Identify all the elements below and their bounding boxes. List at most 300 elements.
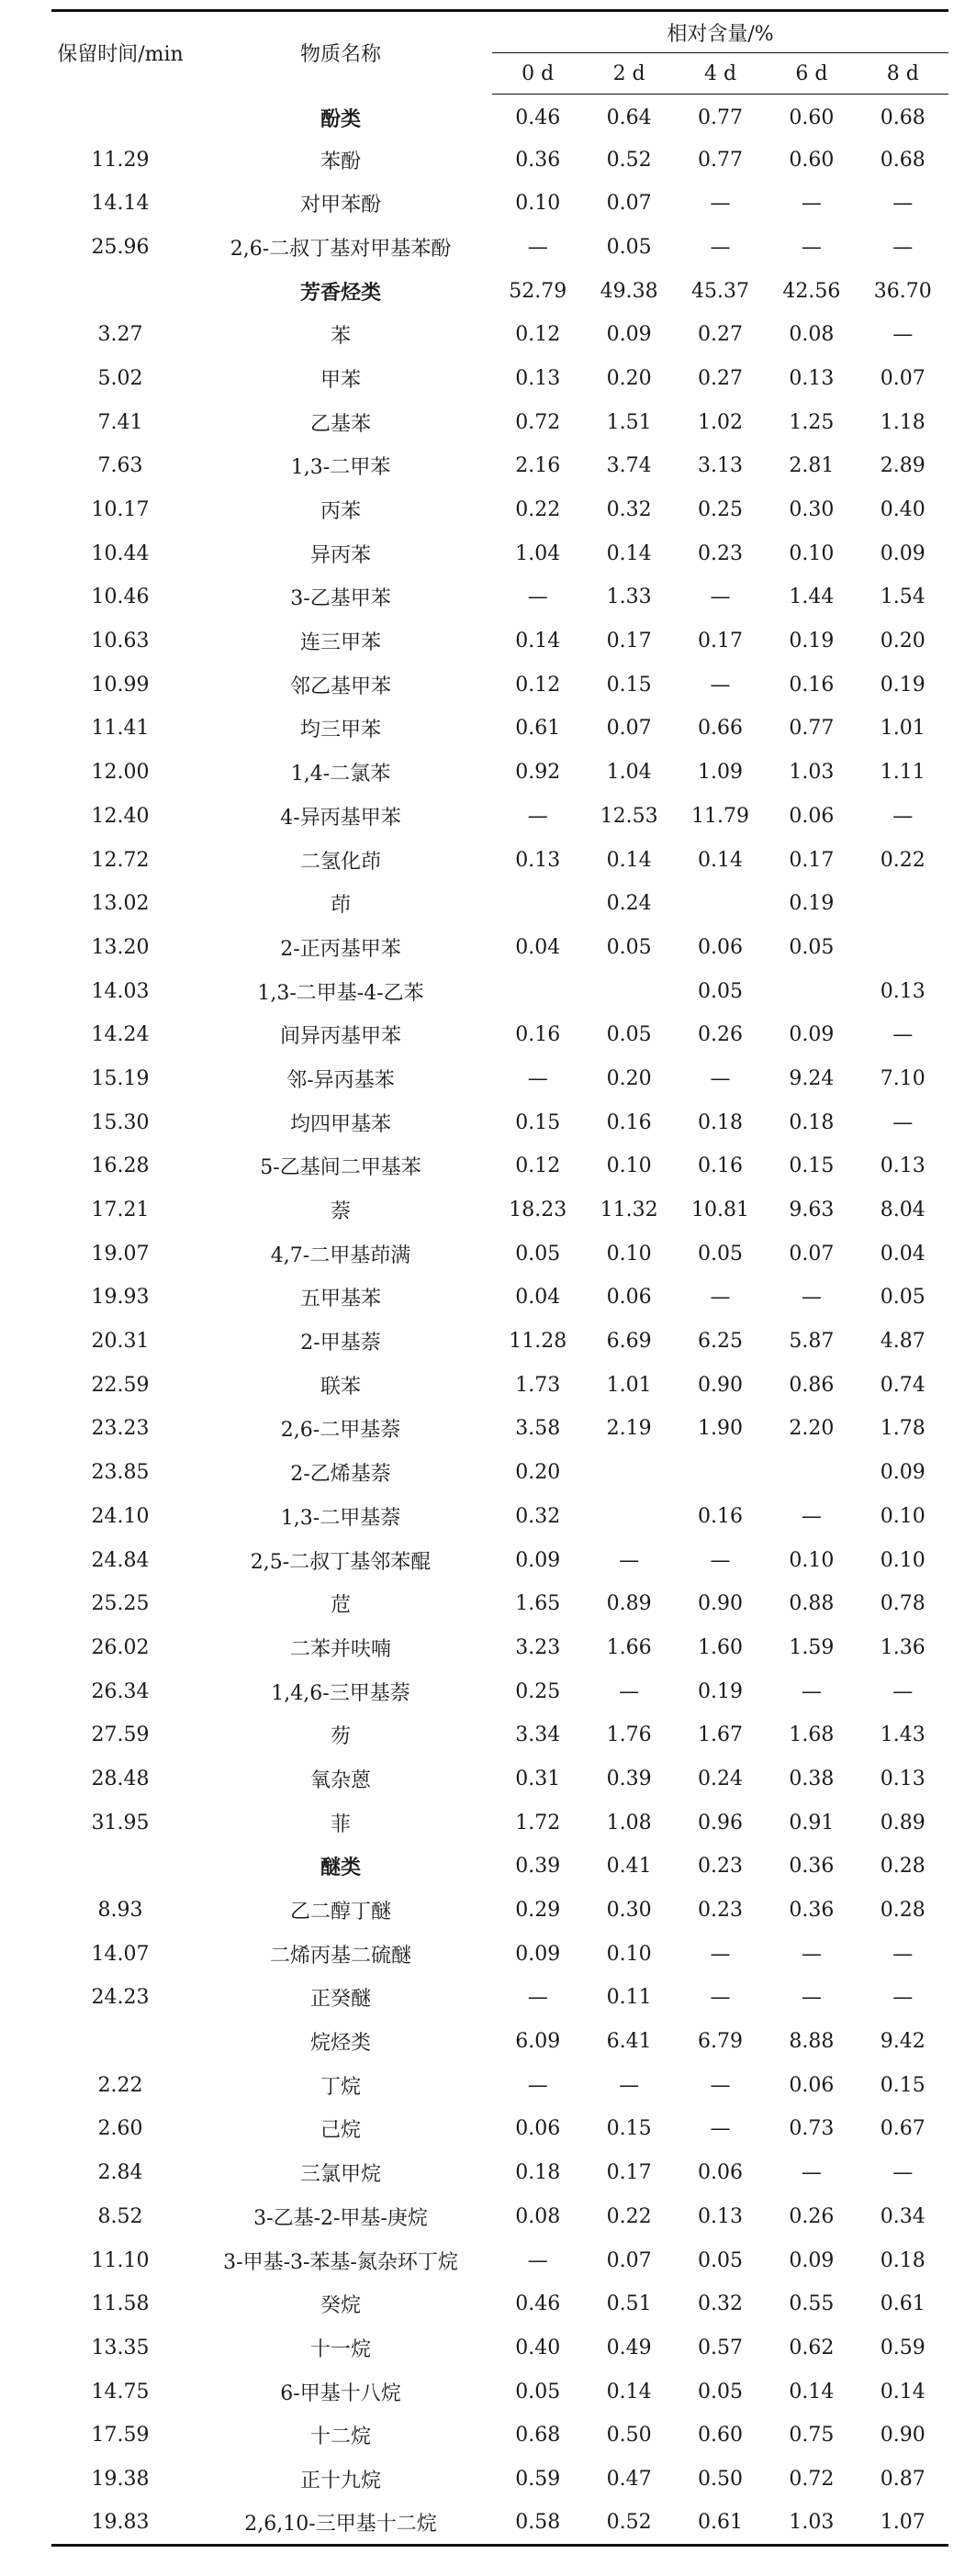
content-cell-day-8: 0.87 xyxy=(880,2467,926,2491)
content-cell-day-8: 0.09 xyxy=(880,1461,926,1485)
category-name-cell: 醚类 xyxy=(320,1856,362,1880)
retention-time-cell: 19.93 xyxy=(91,1286,150,1310)
content-cell-day-2: 0.11 xyxy=(606,1986,652,2010)
content-cell-day-2: 0.52 xyxy=(606,148,652,172)
retention-time-cell xyxy=(51,2020,189,2064)
content-cell-day-2: 0.07 xyxy=(606,717,652,741)
content-cell-day-2: 11.32 xyxy=(600,1199,658,1222)
content-cell-day-8: 0.59 xyxy=(880,2336,926,2359)
table-row xyxy=(51,795,948,839)
category-row xyxy=(51,95,948,139)
content-cell-day-4: 0.23 xyxy=(698,1855,743,1879)
content-cell-day-0: — xyxy=(527,1986,548,2010)
content-cell-day-8: — xyxy=(892,1986,914,2010)
substance-name-cell: 茚 xyxy=(331,894,352,918)
content-cell-day-6: — xyxy=(801,2161,822,2185)
content-cell-day-8: 0.61 xyxy=(880,2292,926,2316)
retention-time-cell: 8.52 xyxy=(97,2204,143,2228)
content-cell-day-4: 0.26 xyxy=(698,1023,743,1047)
content-cell-day-0: 6.09 xyxy=(515,2030,561,2054)
content-cell-day-0: 3.23 xyxy=(515,1635,561,1659)
content-cell-day-6: 0.15 xyxy=(789,1154,835,1178)
content-cell-day-4: 0.16 xyxy=(698,1504,743,1528)
retention-time-cell: 15.30 xyxy=(91,1110,150,1134)
content-cell-day-6: — xyxy=(801,192,822,216)
content-cell-day-8: 0.22 xyxy=(880,848,926,872)
substance-name-cell: 五甲基苯 xyxy=(300,1288,382,1311)
content-cell-day-6: 1.59 xyxy=(789,1635,835,1659)
content-cell-day-4: 0.27 xyxy=(698,323,743,347)
content-cell-day-0: 0.22 xyxy=(515,498,561,522)
content-cell-day-0: 0.04 xyxy=(515,935,561,959)
content-cell-day-6 xyxy=(766,969,857,1013)
content-cell-day-8: 0.34 xyxy=(880,2204,926,2228)
content-cell-day-2: 1.01 xyxy=(606,1373,652,1397)
retention-time-cell: 10.99 xyxy=(91,673,150,697)
content-cell-day-0 xyxy=(492,882,583,926)
content-cell-day-6: 0.36 xyxy=(789,1855,835,1879)
content-cell-day-6: — xyxy=(801,1986,822,2010)
content-cell-day-2: 0.24 xyxy=(606,892,652,916)
content-cell-day-2: 3.74 xyxy=(606,454,652,478)
substance-name-cell: 5-乙基间二甲基苯 xyxy=(260,1156,421,1180)
table-row xyxy=(51,926,948,970)
table-row xyxy=(51,2107,948,2151)
retention-time-cell: 10.17 xyxy=(91,498,150,522)
content-cell-day-2: — xyxy=(619,2073,640,2097)
retention-time-cell: 10.46 xyxy=(91,585,150,609)
content-cell-day-0: 0.59 xyxy=(515,2467,561,2491)
table-row xyxy=(51,1451,948,1495)
content-cell-day-6: — xyxy=(801,1942,822,1966)
retention-time-cell: 10.63 xyxy=(91,630,150,653)
content-cell-day-6: 0.86 xyxy=(789,1373,835,1397)
content-cell-day-6: 1.25 xyxy=(789,410,835,434)
content-cell-day-0: 0.61 xyxy=(515,717,561,741)
content-cell-day-0: 0.72 xyxy=(515,410,561,434)
table-row xyxy=(51,1538,948,1582)
content-cell-day-8: 1.54 xyxy=(880,585,926,609)
content-cell-day-6: 1.44 xyxy=(789,585,835,609)
substance-name-cell: 2,6-二甲基萘 xyxy=(280,1419,401,1443)
retention-time-cell: 31.95 xyxy=(91,1811,150,1834)
content-cell-day-2: 0.89 xyxy=(606,1592,652,1616)
content-cell-day-8: 1.18 xyxy=(880,410,926,434)
content-cell-day-6: 0.17 xyxy=(789,848,835,872)
content-cell-day-8: 2.89 xyxy=(880,454,926,478)
content-cell-day-6: 0.09 xyxy=(789,1023,835,1047)
table-row xyxy=(51,882,948,926)
content-cell-day-4: 0.05 xyxy=(698,1242,743,1266)
substance-name-cell: 丙苯 xyxy=(320,500,362,524)
content-cell-day-8: 1.43 xyxy=(880,1723,926,1747)
content-cell-day-6: 2.81 xyxy=(789,454,835,478)
table-row xyxy=(51,2414,948,2458)
content-cell-day-4: 0.14 xyxy=(698,848,743,872)
content-cell-day-4: 0.23 xyxy=(698,541,743,565)
content-cell-day-2: 0.39 xyxy=(606,1767,652,1790)
content-cell-day-4: 0.17 xyxy=(698,630,743,653)
content-cell-day-8: — xyxy=(892,192,914,216)
content-cell-day-8: 4.87 xyxy=(880,1330,926,1354)
table-row xyxy=(51,2326,948,2370)
content-cell-day-0: 0.12 xyxy=(515,1154,561,1178)
content-cell-day-0: 0.10 xyxy=(515,192,561,216)
content-cell-day-4: 0.13 xyxy=(698,2204,743,2228)
substance-name-cell: 正癸醚 xyxy=(310,1988,372,2012)
content-cell-day-8: 0.28 xyxy=(880,1899,926,1923)
table-row xyxy=(51,1407,948,1451)
content-cell-day-4: 6.25 xyxy=(698,1330,743,1354)
content-cell-day-4: 0.66 xyxy=(698,717,743,741)
table-row xyxy=(51,663,948,707)
content-cell-day-4: 0.05 xyxy=(698,2380,743,2403)
category-name-cell: 酚类 xyxy=(320,106,362,131)
retention-time-cell: 2.60 xyxy=(97,2117,143,2141)
content-cell-day-2: 0.20 xyxy=(606,366,652,390)
content-cell-day-0: 0.46 xyxy=(515,2292,561,2316)
table-row xyxy=(51,1144,948,1188)
content-cell-day-4: — xyxy=(710,585,731,609)
substance-name-cell: 联苯 xyxy=(320,1375,362,1399)
content-cell-day-4: 0.77 xyxy=(698,106,743,130)
content-cell-day-8: 0.78 xyxy=(880,1592,926,1616)
content-cell-day-4: 1.60 xyxy=(698,1635,743,1659)
content-cell-day-6: 0.09 xyxy=(789,2248,835,2272)
table-row xyxy=(51,1582,948,1626)
content-cell-day-4: 0.77 xyxy=(698,148,743,172)
substance-name-cell: 萘 xyxy=(331,1200,352,1224)
content-cell-day-8: 0.09 xyxy=(880,541,926,565)
content-cell-day-2: 0.64 xyxy=(606,106,652,130)
retention-time-cell: 25.25 xyxy=(91,1592,150,1616)
substance-name-cell: 氧杂蒽 xyxy=(310,1768,372,1792)
content-cell-day-8: 0.04 xyxy=(880,1242,926,1266)
substance-name-cell: 1,3-二甲基-4-乙苯 xyxy=(257,981,424,1005)
content-cell-day-8: — xyxy=(892,1110,914,1134)
content-cell-day-8: 0.40 xyxy=(880,498,926,522)
content-cell-day-2: 0.09 xyxy=(606,323,652,347)
category-name-cell: 烷烃类 xyxy=(310,2032,372,2056)
content-cell-day-0: 0.32 xyxy=(515,1504,561,1528)
table-row xyxy=(51,1057,948,1101)
retention-time-cell: 17.21 xyxy=(91,1199,150,1222)
content-cell-day-6: 0.91 xyxy=(789,1811,835,1834)
content-cell-day-0: 3.58 xyxy=(515,1417,561,1441)
content-cell-day-0: 0.92 xyxy=(515,761,561,785)
substance-name-cell: 3-甲基-3-苯基-氮杂环丁烷 xyxy=(223,2250,458,2274)
content-cell-day-2: 0.41 xyxy=(606,1855,652,1879)
content-cell-day-2: 1.33 xyxy=(606,585,652,609)
content-cell-day-4: 0.90 xyxy=(698,1592,743,1616)
header-day-4: 4 d xyxy=(675,53,766,95)
retention-time-cell: 14.03 xyxy=(91,979,150,1003)
retention-time-cell: 24.23 xyxy=(91,1986,150,2010)
retention-time-cell: 17.59 xyxy=(91,2424,150,2448)
content-cell-day-4: 0.24 xyxy=(698,1767,743,1790)
content-cell-day-4: 0.06 xyxy=(698,935,743,959)
table-row xyxy=(51,969,948,1013)
substance-name-cell: 邻乙基甲苯 xyxy=(290,675,392,698)
content-cell-day-4: 0.06 xyxy=(698,2161,743,2185)
content-cell-day-8: 0.68 xyxy=(880,106,926,130)
content-cell-day-2: 0.05 xyxy=(606,235,652,259)
content-cell-day-6: 0.30 xyxy=(789,498,835,522)
content-cell-day-0: 11.28 xyxy=(509,1330,567,1354)
content-cell-day-0: 0.12 xyxy=(515,673,561,697)
content-cell-day-4: 0.60 xyxy=(698,2424,743,2448)
content-cell-day-8: 0.74 xyxy=(880,1373,926,1397)
content-cell-day-0: 1.04 xyxy=(515,541,561,565)
content-cell-day-8: 36.70 xyxy=(873,279,932,303)
content-cell-day-8: 8.04 xyxy=(880,1199,926,1222)
table-row xyxy=(51,1320,948,1364)
table-row xyxy=(51,1713,948,1757)
content-cell-day-8: 0.13 xyxy=(880,1154,926,1178)
retention-time-cell: 2.84 xyxy=(97,2161,143,2185)
table-row xyxy=(51,1100,948,1144)
substance-name-cell: 十一烷 xyxy=(310,2337,372,2361)
content-cell-day-4: — xyxy=(710,192,731,216)
table-row xyxy=(51,1669,948,1713)
content-cell-day-6: 9.63 xyxy=(789,1199,835,1222)
table-row xyxy=(51,575,948,619)
content-cell-day-6: 0.08 xyxy=(789,323,835,347)
content-cell-day-4: 1.67 xyxy=(698,1723,743,1747)
content-cell-day-0: — xyxy=(527,1066,548,1090)
content-cell-day-0: 0.36 xyxy=(515,148,561,172)
content-cell-day-8: — xyxy=(892,804,914,828)
table-row xyxy=(51,182,948,226)
content-cell-day-6: 0.36 xyxy=(789,1899,835,1923)
content-cell-day-4: — xyxy=(710,1986,731,2010)
retention-time-cell: 22.59 xyxy=(91,1373,150,1397)
table-row xyxy=(51,2458,948,2502)
table-row xyxy=(51,1232,948,1276)
content-cell-day-8: 0.05 xyxy=(880,1286,926,1310)
retention-time-cell xyxy=(51,1845,189,1889)
retention-time-cell: 12.00 xyxy=(91,761,150,785)
table-row xyxy=(51,1976,948,2020)
retention-time-cell: 20.31 xyxy=(91,1330,150,1354)
content-cell-day-2: 1.08 xyxy=(606,1811,652,1834)
substance-name-cell: 苯酚 xyxy=(320,150,362,173)
content-cell-day-4: 0.05 xyxy=(698,2248,743,2272)
content-cell-day-8: 1.36 xyxy=(880,1635,926,1659)
content-cell-day-2: 6.69 xyxy=(606,1330,652,1354)
substance-name-cell: 1,4-二氯苯 xyxy=(290,763,391,786)
table-row xyxy=(51,1801,948,1845)
content-cell-day-2: 1.51 xyxy=(606,410,652,434)
content-cell-day-0: 0.46 xyxy=(515,106,561,130)
content-cell-day-6: 0.07 xyxy=(789,1242,835,1266)
content-cell-day-8: 0.13 xyxy=(880,979,926,1003)
substance-name-cell: 2-正丙基甲苯 xyxy=(280,937,401,961)
content-cell-day-0: — xyxy=(527,804,548,828)
table-row xyxy=(51,531,948,575)
content-cell-day-8: 1.07 xyxy=(880,2510,926,2534)
content-cell-day-4: 1.02 xyxy=(698,410,743,434)
content-cell-day-8 xyxy=(858,926,948,970)
content-cell-day-2: 1.66 xyxy=(606,1635,652,1659)
table-row xyxy=(51,1932,948,1976)
content-cell-day-6: 0.75 xyxy=(789,2424,835,2448)
content-cell-day-0: 0.13 xyxy=(515,848,561,872)
content-cell-day-0: 3.34 xyxy=(515,1723,561,1747)
content-cell-day-2: 0.16 xyxy=(606,1110,652,1134)
content-cell-day-0: 1.65 xyxy=(515,1592,561,1616)
content-cell-day-2: 12.53 xyxy=(600,804,658,828)
table-row xyxy=(51,226,948,270)
content-cell-day-4: — xyxy=(710,673,731,697)
content-cell-day-2: 6.41 xyxy=(606,2030,652,2054)
content-cell-day-4: 0.61 xyxy=(698,2510,743,2534)
content-cell-day-0: 0.09 xyxy=(515,1548,561,1572)
table-row xyxy=(51,2238,948,2282)
substance-name-cell: 6-甲基十八烷 xyxy=(280,2381,401,2405)
retention-time-cell: 24.10 xyxy=(91,1504,150,1528)
content-cell-day-4: 1.09 xyxy=(698,761,743,785)
substance-name-cell: 1,3-二甲基萘 xyxy=(280,1506,401,1530)
content-cell-day-2 xyxy=(583,969,674,1013)
substance-name-cell: 间异丙基甲苯 xyxy=(280,1025,402,1049)
content-cell-day-4: — xyxy=(710,1286,731,1310)
content-cell-day-0: 18.23 xyxy=(509,1199,567,1222)
content-cell-day-0: 0.29 xyxy=(515,1899,561,1923)
content-cell-day-0 xyxy=(492,969,583,1013)
retention-time-cell: 13.35 xyxy=(91,2336,150,2359)
content-cell-day-0: — xyxy=(527,2248,548,2272)
content-cell-day-2: 0.52 xyxy=(606,2510,652,2534)
retention-time-cell: 13.02 xyxy=(91,892,150,916)
content-cell-day-4 xyxy=(675,882,766,926)
content-cell-day-2: 1.76 xyxy=(606,1723,652,1747)
content-cell-day-2: 0.10 xyxy=(606,1242,652,1266)
table-row xyxy=(51,1363,948,1407)
retention-time-cell: 19.83 xyxy=(91,2510,150,2534)
header-day-8: 8 d xyxy=(858,53,948,95)
content-cell-day-6: 0.77 xyxy=(789,717,835,741)
content-cell-day-0: 0.16 xyxy=(515,1023,561,1047)
substance-name-cell: 苊 xyxy=(331,1594,352,1618)
content-cell-day-8: 0.20 xyxy=(880,630,926,653)
content-cell-day-2: 0.07 xyxy=(606,192,652,216)
retention-time-cell: 27.59 xyxy=(91,1723,150,1747)
category-row xyxy=(51,2020,948,2064)
header-relative-content: 相对含量/% xyxy=(492,11,948,53)
content-cell-day-8: 9.42 xyxy=(880,2030,926,2054)
retention-time-cell: 7.63 xyxy=(97,454,143,478)
content-cell-day-2: 0.05 xyxy=(606,1023,652,1047)
retention-time-cell: 11.10 xyxy=(91,2248,150,2272)
content-cell-day-4: — xyxy=(710,2073,731,2097)
table-row xyxy=(51,1757,948,1801)
substance-name-cell: 己烷 xyxy=(320,2119,362,2143)
content-cell-day-4: 0.96 xyxy=(698,1811,743,1834)
content-cell-day-0: 0.13 xyxy=(515,366,561,390)
substance-name-cell: 异丙苯 xyxy=(310,543,372,567)
content-cell-day-8: 0.07 xyxy=(880,366,926,390)
content-cell-day-2 xyxy=(583,1495,674,1539)
substance-name-cell: 丁烷 xyxy=(320,2075,362,2099)
content-cell-day-8: — xyxy=(892,1942,914,1966)
retention-time-cell: 8.93 xyxy=(97,1899,143,1923)
content-cell-day-2: 0.10 xyxy=(606,1154,652,1178)
content-cell-day-0: — xyxy=(527,235,548,259)
content-cell-day-6: 1.03 xyxy=(789,761,835,785)
content-cell-day-8: 0.68 xyxy=(880,148,926,172)
retention-time-cell: 11.58 xyxy=(91,2292,150,2316)
content-cell-day-2: 0.20 xyxy=(606,1066,652,1090)
content-cell-day-0: 2.16 xyxy=(515,454,561,478)
content-cell-day-8: 0.14 xyxy=(880,2380,926,2403)
content-cell-day-0: 0.05 xyxy=(515,2380,561,2403)
content-cell-day-2: 0.15 xyxy=(606,673,652,697)
table-row xyxy=(51,1626,948,1670)
content-cell-day-4: 0.05 xyxy=(698,979,743,1003)
content-cell-day-2: 49.38 xyxy=(600,279,658,303)
table-row xyxy=(51,2282,948,2326)
content-cell-day-2: — xyxy=(619,1679,640,1703)
retention-time-cell: 14.14 xyxy=(91,192,150,216)
table-row xyxy=(51,1889,948,1933)
content-cell-day-2: 1.04 xyxy=(606,761,652,785)
compound-table xyxy=(51,9,948,2547)
content-cell-day-2: 0.17 xyxy=(606,2161,652,2185)
content-cell-day-6: 0.10 xyxy=(789,541,835,565)
content-cell-day-6: 0.06 xyxy=(789,804,835,828)
content-cell-day-6: 8.88 xyxy=(789,2030,835,2054)
retention-time-cell: 26.34 xyxy=(91,1679,150,1703)
table-row xyxy=(51,2063,948,2107)
content-cell-day-0: — xyxy=(527,585,548,609)
substance-name-cell: 菲 xyxy=(331,1812,352,1836)
retention-time-cell: 23.85 xyxy=(91,1461,150,1485)
content-cell-day-8: — xyxy=(892,1023,914,1047)
retention-time-cell: 11.29 xyxy=(91,148,150,172)
content-cell-day-6: 0.72 xyxy=(789,2467,835,2491)
content-cell-day-0: 0.25 xyxy=(515,1679,561,1703)
substance-name-cell: 三氯甲烷 xyxy=(300,2163,382,2187)
retention-time-cell: 15.19 xyxy=(91,1066,150,1090)
content-cell-day-4: — xyxy=(710,2117,731,2141)
content-cell-day-6: 0.19 xyxy=(789,630,835,653)
content-cell-day-8: 0.90 xyxy=(880,2424,926,2448)
header-day-2: 2 d xyxy=(583,53,674,95)
content-cell-day-2 xyxy=(583,1451,674,1495)
header-day-6: 6 d xyxy=(766,53,857,95)
content-cell-day-2: 0.47 xyxy=(606,2467,652,2491)
content-cell-day-8: 0.28 xyxy=(880,1855,926,1879)
content-cell-day-0: 0.09 xyxy=(515,1942,561,1966)
content-cell-day-4: — xyxy=(710,1548,731,1572)
content-cell-day-2: 0.06 xyxy=(606,1286,652,1310)
substance-name-cell: 二氢化茚 xyxy=(300,850,382,874)
content-cell-day-2: 0.07 xyxy=(606,2248,652,2272)
content-cell-day-0: 0.20 xyxy=(515,1461,561,1485)
content-cell-day-0: 1.73 xyxy=(515,1373,561,1397)
content-cell-day-6: 0.88 xyxy=(789,1592,835,1616)
substance-name-cell: 3-乙基甲苯 xyxy=(290,587,391,611)
content-cell-day-6: 0.73 xyxy=(789,2117,835,2141)
content-cell-day-2: 0.50 xyxy=(606,2424,652,2448)
retention-time-cell: 11.41 xyxy=(91,717,150,741)
content-cell-day-0: 1.72 xyxy=(515,1811,561,1834)
content-cell-day-4: 1.90 xyxy=(698,1417,743,1441)
content-cell-day-6: — xyxy=(801,1286,822,1310)
table-row xyxy=(51,751,948,795)
retention-time-cell: 19.07 xyxy=(91,1242,150,1266)
